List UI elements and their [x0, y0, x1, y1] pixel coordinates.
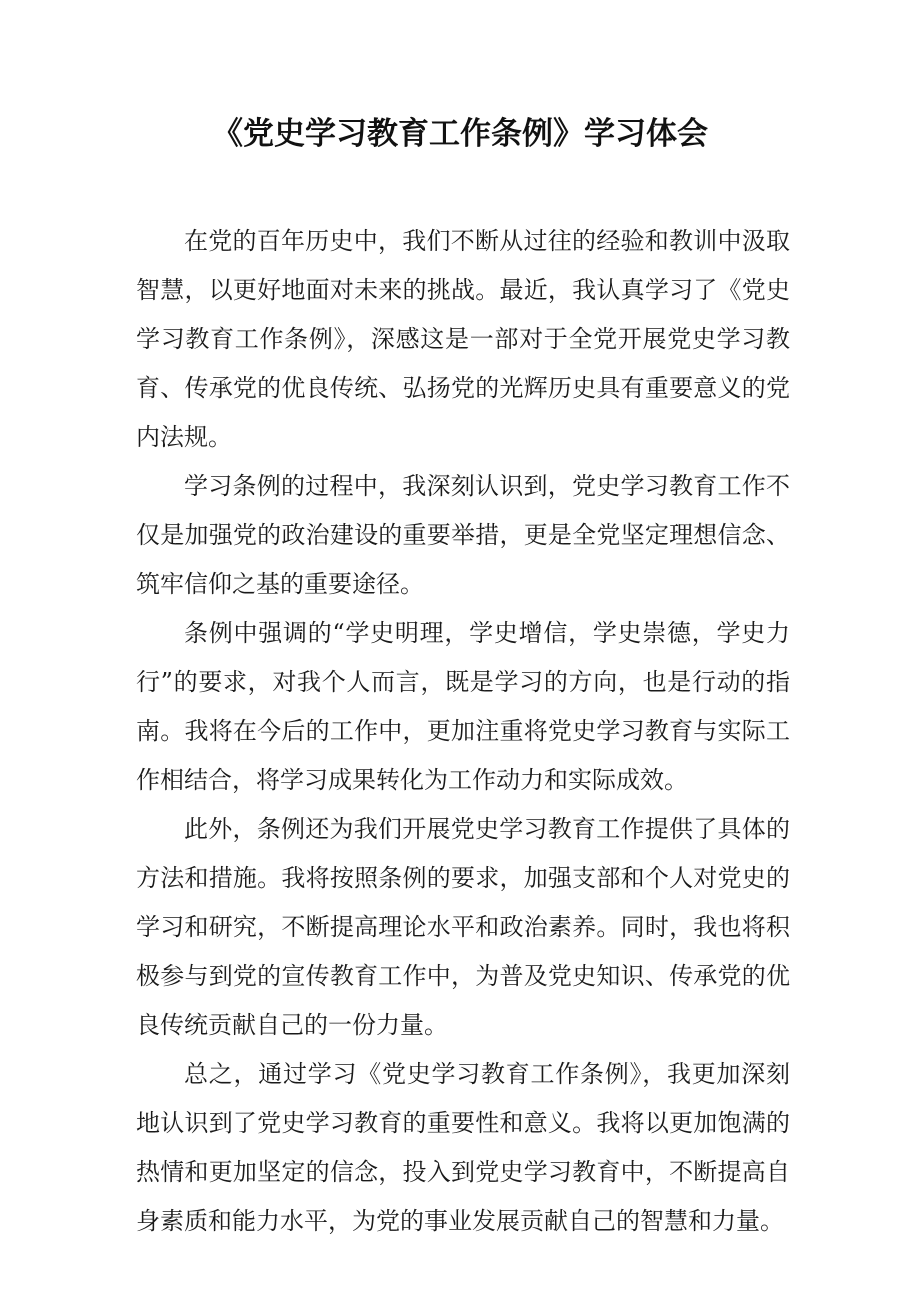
document-body [136, 217, 790, 1246]
paragraph-1: 在党的百年历史中，我们不断从过往的经验和教训中汲取智慧，以更好地面对未来的挑战。最近，我认真学习了《党史学习教育工作条例》，深感这是一部对于全党开展党史学习教育、传承党的优良传统、弘扬党的光辉历史具有重要意义的党内法规。 [136, 227, 790, 451]
paragraph-5: 总之，通过学习《党史学习教育工作条例》，我更加深刻地认识到了党史学习教育的重要性和意义。我将以更加饱满的热情和更加坚定的信念，投入到党史学习教育中，不断提高自身素质和能力水平，为党的事业发展贡献自己的智慧和力量。 [136, 1060, 790, 1235]
document-title: 《党史学习教育工作条例》学习体会 [212, 116, 708, 152]
paragraph-4: 此外，条例还为我们开展党史学习教育工作提供了具体的方法和措施。我将按照条例的要求，加强支部和个人对党史的学习和研究，不断提高理论水平和政治素养。同时，我也将积极参与到党的宣传教育工作中，为普及党史知识、传承党的优良传统贡献自己的一份力量。 [136, 815, 790, 1039]
paragraph-2: 学习条例的过程中，我深刻认识到，党史学习教育工作不仅是加强党的政治建设的重要举措，更是全党坚定理想信念、筑牢信仰之基的重要途径。 [136, 472, 790, 598]
paragraph-3: 条例中强调的“学史明理，学史增信，学史崇德，学史力行”的要求，对我个人而言，既是学习的方向，也是行动的指南。我将在今后的工作中，更加注重将党史学习教育与实际工作相结合，将学习成果转化为工作动力和实际成效。 [136, 619, 790, 794]
